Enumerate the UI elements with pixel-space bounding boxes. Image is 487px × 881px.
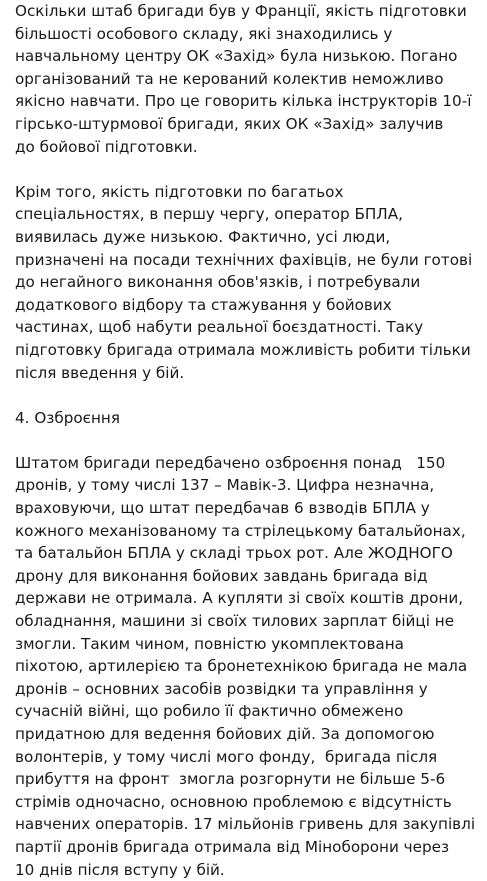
text-line: до бойової підготовки. <box>15 137 198 156</box>
text-line: піхотою, артилерією та бронетехнікою бригада не мала <box>15 657 468 676</box>
text-line: Крім того, якість підготовки по багатьох <box>15 182 344 201</box>
text-line: та батальйон БПЛА у складі трьох рот. Але ЖОДНОГО <box>15 544 453 563</box>
text-line: держави не отримала. А купляти зі своїх коштів дрони, <box>15 589 464 608</box>
text-line: більшості особового складу, які знаходились у <box>15 24 393 43</box>
text-line: підготовку бригада отримала можливість робити тільки <box>15 340 471 359</box>
text-line: партії дронів бригада отримала від Міноборони через <box>15 837 450 856</box>
text-line: організований та не керований колектив неможливо <box>15 69 444 88</box>
text-line: стрімів одночасно, основною проблемою є відсутність <box>15 792 452 811</box>
text-line: дронів, у тому числі 137 – Мавік-3. Цифра незначна, <box>15 476 435 495</box>
text-line: до негайного виконання обов'язків, і потребували <box>15 273 421 292</box>
text-line: придатною для ведення бойових дій. За допомогою <box>15 725 435 743</box>
text-line: Оскільки штаб бригади був у Франції, якість підготовки <box>15 2 467 20</box>
text-line: гірсько-штурмової бригади, яких ОК «Захід» залучив <box>15 114 444 133</box>
text-line: спеціальностях, в першу чергу, оператор БПЛА, <box>15 205 403 224</box>
section-heading-text: 4. Озброєння <box>15 408 120 427</box>
text-line: кожного механізованому та стрілецькому батальйонах, <box>15 521 466 540</box>
text-line: навчених операторів. 17 мільйонів гривень для закупівлі <box>15 815 476 834</box>
text-line: сучасній війні, що робило її фактично обмежено <box>15 702 404 721</box>
text-line: частинах, щоб набути реальної боєздатності. Таку <box>15 318 424 337</box>
text-line: дрону для виконання бойових завдань бригада від <box>15 566 428 585</box>
text-line: навчальному центру ОК «Захід» була низькою. Погано <box>15 47 458 66</box>
paragraph-1 <box>15 0 481 158</box>
text-line: прибуття на фронт змогла розгорнути не більше 5-6 <box>15 770 446 789</box>
paragraph-spacer <box>15 384 481 407</box>
paragraph-spacer <box>15 158 481 181</box>
text-line: після введення у бій. <box>15 363 185 382</box>
text-line: обладнання, машини зі своїх тилових зарплат бійці не <box>15 612 455 631</box>
paragraph-2 <box>15 181 481 384</box>
text-line: Штатом бригади передбачено озброєння понад 150 <box>15 453 446 472</box>
text-line: призначені на посади технічних фахівців, не були готові <box>15 250 473 269</box>
paragraph-spacer <box>15 429 481 452</box>
document-body <box>15 0 481 881</box>
text-line: враховуючи, що штат передбачав 6 взводів БПЛА у <box>15 499 430 518</box>
text-line: якісно навчати. Про це говорить кілька інструкторів 10-ї <box>15 92 472 111</box>
text-line: додаткового відбору та стажування у бойових <box>15 295 392 314</box>
text-line: змогли. Таким чином, повністю укомплектована <box>15 634 404 653</box>
text-line: волонтерів, у тому числі мого фонду, бригада після <box>15 747 438 766</box>
text-line: виявилась дуже низькою. Фактично, усі люди, <box>15 227 391 246</box>
paragraph-3 <box>15 452 481 881</box>
section-heading <box>15 407 481 430</box>
text-line: дронів – основних засобів розвідки та управління у <box>15 679 428 698</box>
text-line: 10 днів після вступу у бій. <box>15 860 225 879</box>
